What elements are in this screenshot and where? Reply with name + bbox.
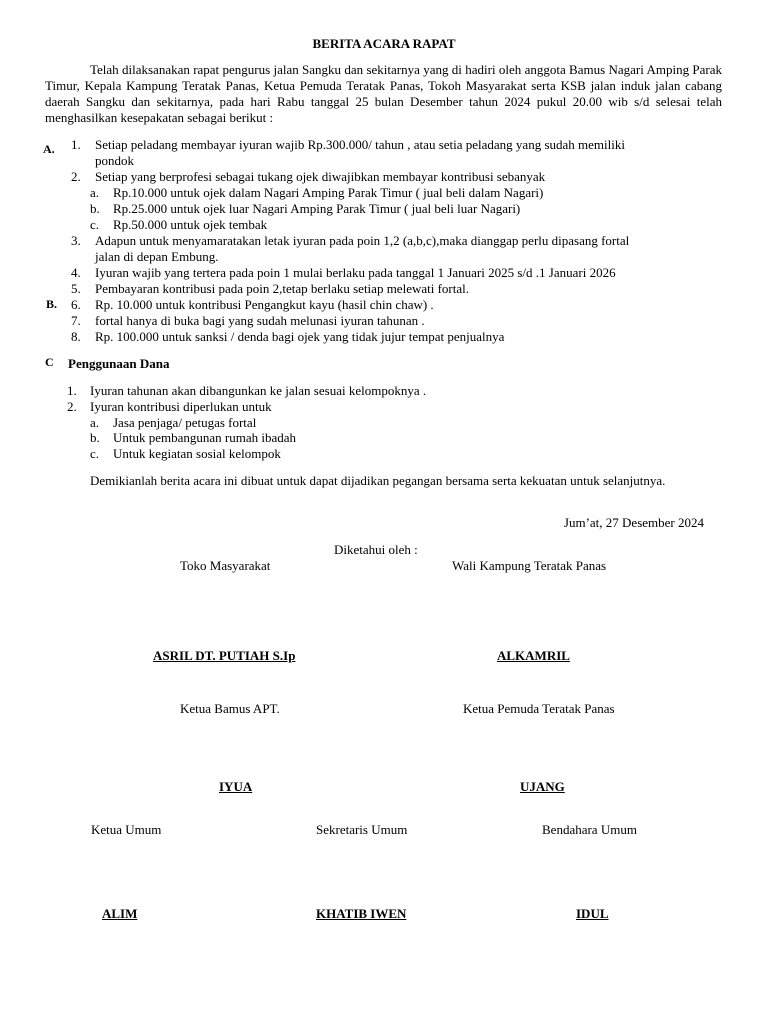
role-label: Ketua Umum — [91, 822, 162, 837]
role-label: Toko Masyarakat — [180, 558, 271, 573]
sublist-item-text: Rp.25.000 untuk ojek luar Nagari Amping Parak Timur ( jual beli luar Nagari) — [113, 201, 521, 216]
list-item-number: 1. — [71, 137, 81, 152]
sublist-item-letter: c. — [90, 217, 100, 232]
closing-paragraph: Demikianlah berita acara ini dibuat untuk dapat dijadikan pegangan bersama serta kekuatan untuk selanjutnya. — [90, 473, 666, 488]
list-item-number: 7. — [71, 313, 81, 328]
list-item-number: 6. — [71, 297, 81, 312]
role-label: Wali Kampung Teratak Panas — [452, 558, 607, 573]
known-by-label: Diketahui oleh : — [334, 542, 418, 557]
list-item-text: Adapun untuk menyamaratakan letak iyuran pada poin 1,2 (a,b,c),maka dianggap perlu dipasang fortal — [95, 233, 630, 248]
sublist-item-text: Untuk pembangunan rumah ibadah — [113, 430, 297, 445]
signatory-name: IDUL — [576, 906, 609, 921]
section-marker-b: B. — [46, 297, 58, 311]
list-item-text: pondok — [95, 153, 134, 168]
sublist-item-text: Jasa penjaga/ petugas fortal — [113, 415, 257, 430]
list-item-text: Setiap yang berprofesi sebagai tukang ojek diwajibkan membayar kontribusi sebanyak — [95, 169, 546, 184]
signatory-name: UJANG — [520, 779, 565, 794]
list-item-number: 3. — [71, 233, 81, 248]
sublist-item-letter: a. — [90, 415, 100, 430]
list-item-text: Rp. 10.000 untuk kontribusi Pengangkut kayu (hasil chin chaw) . — [95, 297, 434, 312]
role-label: Ketua Bamus APT. — [180, 701, 280, 716]
sublist-item-letter: c. — [90, 446, 100, 461]
sublist-item-letter: a. — [90, 185, 100, 200]
sublist-item-text: Rp.50.000 untuk ojek tembak — [113, 217, 268, 232]
list-item-text: Pembayaran kontribusi pada poin 2,tetap berlaku setiap melewati fortal. — [95, 281, 469, 296]
list-item-text: Iyuran kontribusi diperlukan untuk — [90, 399, 272, 414]
document-date: Jum’at, 27 Desember 2024 — [563, 515, 704, 530]
signatory-name: ALIM — [102, 906, 138, 921]
role-label: Ketua Pemuda Teratak Panas — [463, 701, 615, 716]
sublist-item-text: Rp.10.000 untuk ojek dalam Nagari Amping Parak Timur ( jual beli dalam Nagari) — [113, 185, 544, 200]
usage-heading: Penggunaan Dana — [68, 356, 170, 371]
intro-paragraph: Telah dilaksanakan rapat pengurus jalan Sangku dan sekitarnya yang di hadiri oleh anggota Bamus Nagari Amping Parak Timur, Kepala Kampung Teratak Panas, Ketua Pemuda Teratak Panas, Tokoh Masyarakat serta KSB jalan induk jalan cabang daerah Sangku dan sekitarnya, pada hari Rabu tanggal 25 bulan Desember tahun 2024 pukul 20.00 wib s/d selesai telah menghasilkan kesepakatan sebagai berikut : — [45, 62, 722, 125]
list-item-number: 2. — [71, 169, 81, 184]
sublist-item-text: Untuk kegiatan sosial kelompok — [113, 446, 281, 461]
sublist-item-letter: b. — [90, 201, 100, 216]
section-marker-c: C — [45, 355, 54, 369]
signatory-name: IYUA — [219, 779, 253, 794]
list-item-number: 4. — [71, 265, 81, 280]
role-label: Sekretaris Umum — [316, 822, 408, 837]
list-item-number: 2. — [67, 399, 77, 414]
list-item-text: fortal hanya di buka bagi yang sudah melunasi iyuran tahunan . — [95, 313, 425, 328]
document-title: BERITA ACARA RAPAT — [312, 36, 456, 51]
list-item-text: Rp. 100.000 untuk sanksi / denda bagi ojek yang tidak jujur tempat penjualnya — [95, 329, 505, 344]
sublist-item-letter: b. — [90, 430, 100, 445]
signatory-name: ALKAMRIL — [497, 648, 570, 663]
list-item-text: Iyuran tahunan akan dibangunkan ke jalan sesuai kelompoknya . — [90, 383, 427, 398]
signatory-name: KHATIB IWEN — [316, 906, 407, 921]
list-item-text: Iyuran wajib yang tertera pada poin 1 mulai berlaku pada tanggal 1 Januari 2025 s/d .1 Januari 2026 — [95, 265, 616, 280]
role-label: Bendahara Umum — [542, 822, 637, 837]
signatory-name: ASRIL DT. PUTIAH S.Ip — [153, 648, 296, 663]
list-item-text: Setiap peladang membayar iyuran wajib Rp.300.000/ tahun , atau setia peladang yang sudah memiliki — [95, 137, 625, 152]
list-item-number: 1. — [67, 383, 77, 398]
list-item-number: 8. — [71, 329, 81, 344]
list-item-text: jalan di depan Embung. — [95, 249, 219, 264]
list-item-number: 5. — [71, 281, 81, 296]
section-marker-a: A. — [43, 142, 55, 156]
